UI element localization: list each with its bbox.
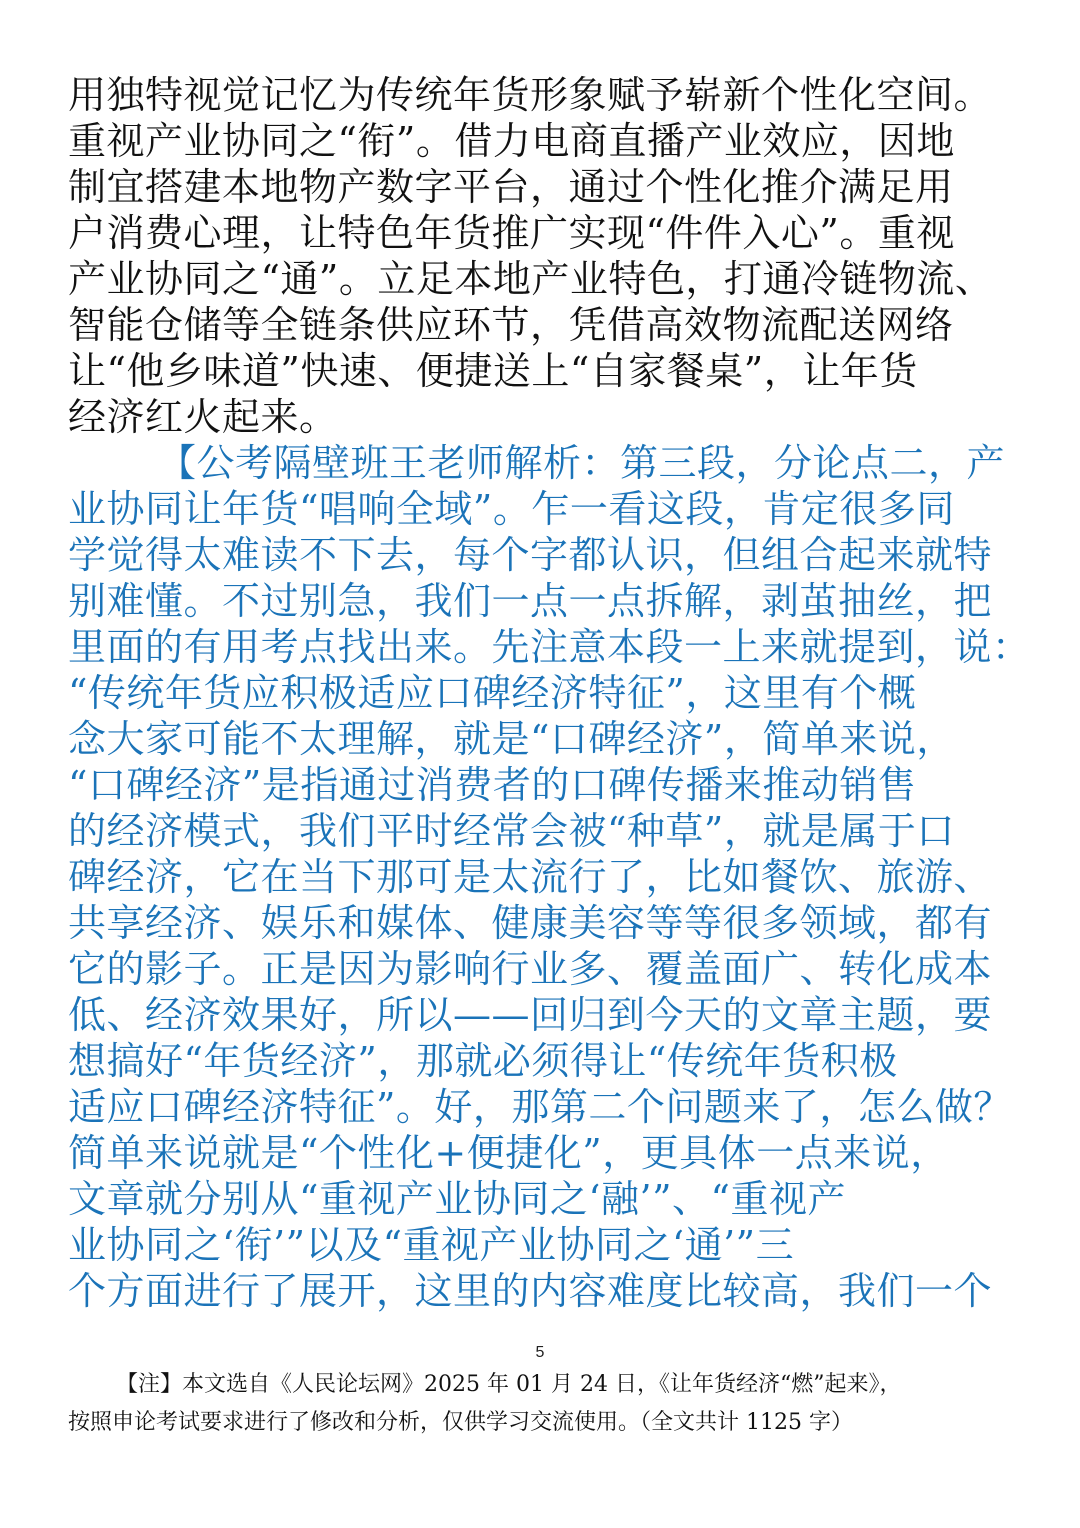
analysis-line: 的经济模式，我们平时经常会被“种草”，就是属于口	[68, 809, 955, 853]
analysis-line: 简单来说就是“个性化+便捷化”，更具体一点来说，	[68, 1131, 949, 1175]
article-line: 产业协同之“通”。立足本地产业特色，打通冷链物流、	[68, 257, 994, 301]
analysis-line: 念大家可能不太理解，就是“口碑经济”，简单来说，	[68, 717, 955, 761]
analysis-line: 共享经济、娱乐和媒体、健康美容等等很多领域，都有	[68, 901, 993, 945]
analysis-line: 业协同之‘衔’”以及“重视产业协同之‘通’”三	[68, 1223, 795, 1267]
analysis-line: “传统年货应积极适应口碑经济特征”，这里有个概	[68, 671, 917, 715]
article-line: 重视产业协同之“衔”。借力电商直播产业效应，因地	[68, 119, 955, 163]
article-body-text	[68, 72, 1028, 440]
article-line: 制宜搭建本地物产数字平台，通过个性化推介满足用	[68, 165, 954, 209]
analysis-line: 个方面进行了展开，这里的内容难度比较高，我们一个	[68, 1269, 993, 1313]
analysis-line: 里面的有用考点找出来。先注意本段一上来就提到，说：	[68, 625, 1031, 669]
teacher-analysis-text	[68, 440, 1031, 1314]
analysis-line: 别难懂。不过别急，我们一点一点拆解，剥茧抽丝，把	[68, 579, 993, 623]
article-line: 户消费心理，让特色年货推广实现“件件入心”。重视	[68, 211, 955, 255]
analysis-line: 它的影子。正是因为影响行业多、覆盖面广、转化成本	[68, 947, 993, 991]
article-line: 用独特视觉记忆为传统年货形象赋予崭新个性化空间。	[68, 73, 993, 117]
article-line: 经济红火起来。	[68, 395, 338, 439]
analysis-line: 碑经济，它在当下那可是太流行了，比如餐饮、旅游、	[68, 855, 993, 899]
analysis-line: 低、经济效果好，所以——回归到今天的文章主题，要	[68, 993, 993, 1037]
analysis-line: 想搞好“年货经济”，那就必须得让“传统年货积极	[68, 1039, 898, 1083]
analysis-line: 学觉得太难读不下去，每个字都认识，但组合起来就特	[68, 533, 993, 577]
footnote	[68, 1366, 1028, 1442]
analysis-line: 文章就分别从“重视产业协同之‘融’”、“重视产	[68, 1177, 846, 1221]
article-line: 让“他乡味道”快速、便捷送上“自家餐桌”，让年货	[68, 349, 918, 393]
analysis-line: 业协同让年货“唱响全域”。乍一看这段，肯定很多同	[68, 487, 955, 531]
page-number: 5	[535, 1344, 545, 1361]
analysis-line: “口碑经济”是指通过消费者的口碑传播来推动销售	[68, 763, 917, 807]
analysis-line: 【公考隔壁班王老师解析：第三段，分论点二，产	[158, 441, 1006, 485]
analysis-line: 适应口碑经济特征”。好，那第二个问题来了，怎么做？	[68, 1085, 1012, 1129]
footnote-line: 按照申论考试要求进行了修改和分析，仅供学习交流使用。（全文共计 1125 字）	[68, 1410, 853, 1435]
article-line: 智能仓储等全链条供应环节，凭借高效物流配送网络	[68, 303, 954, 347]
footnote-line: 【注】本文选自《人民论坛网》2025 年 01 月 24 日，《让年货经济“燃”起来》，	[116, 1372, 902, 1397]
